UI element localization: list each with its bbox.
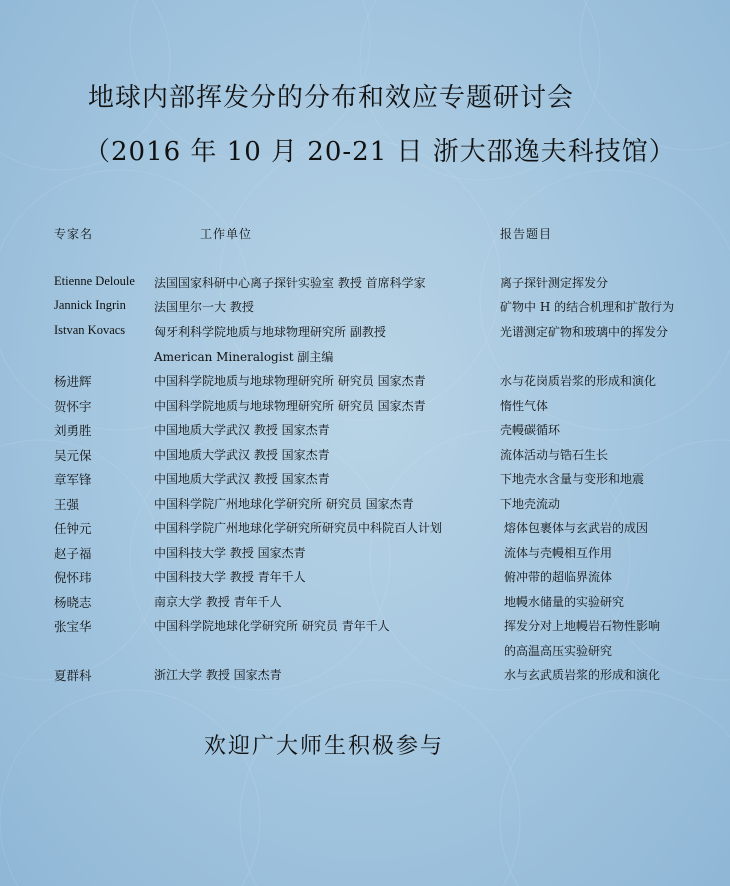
- speaker-name: 张宝华: [54, 620, 92, 634]
- speaker-topic: 地幔水储量的实验研究: [504, 595, 625, 609]
- speaker-row: [0, 617, 730, 639]
- speaker-topic: 俯冲带的超临界流体: [504, 570, 613, 584]
- speaker-unit: 中国地质大学武汉 教授 国家杰青: [154, 423, 330, 437]
- speaker-topic: 矿物中 H 的结合机理和扩散行为: [500, 300, 675, 314]
- speaker-unit: 中国科学院地质与地球物理研究所 研究员 国家杰青: [154, 399, 426, 413]
- speaker-row: [0, 544, 730, 566]
- speaker-topic: 下地壳水含量与变形和地震: [500, 472, 645, 486]
- speaker-name: 杨进辉: [54, 375, 92, 389]
- event-date-venue: （2016 年 10 月 20-21 日 浙大邵逸夫科技馆）: [84, 137, 676, 167]
- header-expert: 专家名: [54, 227, 94, 241]
- speaker-unit: American Mineralogist 副主编: [154, 350, 334, 364]
- speaker-row: [0, 446, 730, 468]
- header-unit: 工作单位: [200, 227, 253, 241]
- speaker-name: 贺怀宇: [54, 400, 92, 414]
- speaker-row: [0, 495, 730, 517]
- header-topic: 报告题目: [500, 227, 553, 241]
- speaker-row: [0, 274, 730, 296]
- speaker-row: [0, 519, 730, 541]
- welcome-footer: 欢迎广大师生积极参与: [204, 734, 445, 759]
- speaker-name: 章军锋: [54, 473, 92, 487]
- speaker-name: 吴元保: [54, 449, 92, 463]
- speaker-topic: 熔体包裹体与玄武岩的成因: [504, 521, 649, 535]
- speaker-row: [0, 470, 730, 492]
- speaker-row: [0, 348, 730, 370]
- speaker-name: 刘勇胜: [54, 424, 92, 438]
- speaker-topic: 离子探针测定挥发分: [500, 276, 609, 290]
- speaker-name: Etienne Deloule: [54, 274, 135, 288]
- speaker-row: [0, 421, 730, 443]
- speaker-row: [0, 372, 730, 394]
- speaker-row: [0, 642, 730, 664]
- speaker-topic: 水与花岗质岩浆的形成和演化: [500, 374, 657, 388]
- speaker-topic: 挥发分对上地幔岩石物性影响: [504, 619, 661, 633]
- speaker-unit: 匈牙利科学院地质与地球物理研究所 副教授: [154, 325, 386, 339]
- page-title: 地球内部挥发分的分布和效应专题研讨会: [88, 83, 575, 113]
- speaker-unit: 法国里尔一大 教授: [154, 300, 254, 314]
- speaker-row: [0, 397, 730, 419]
- speaker-unit: 中国科技大学 教授 青年千人: [154, 570, 306, 584]
- speaker-name: 倪怀玮: [54, 571, 92, 585]
- speaker-topic: 流体与壳幔相互作用: [504, 546, 613, 560]
- speaker-topic: 流体活动与锆石生长: [500, 448, 609, 462]
- speaker-unit: 中国科学院广州地球化学研究所 研究员 国家杰青: [154, 497, 414, 511]
- speaker-topic: 下地壳流动: [500, 497, 561, 511]
- speaker-unit: 中国科学院地质与地球物理研究所 研究员 国家杰青: [154, 374, 426, 388]
- speaker-row: [0, 298, 730, 320]
- speaker-topic: 水与玄武质岩浆的形成和演化: [504, 668, 661, 682]
- speaker-name: 杨晓志: [54, 596, 92, 610]
- speaker-name: 王强: [54, 498, 80, 512]
- speaker-name: Jannick Ingrin: [54, 298, 126, 312]
- speaker-name: Istvan Kovacs: [54, 323, 126, 337]
- speaker-unit: 中国地质大学武汉 教授 国家杰青: [154, 448, 330, 462]
- speaker-row: [0, 666, 730, 688]
- speaker-unit: 中国科学院地球化学研究所 研究员 青年千人: [154, 619, 390, 633]
- speaker-unit: 南京大学 教授 青年千人: [154, 595, 282, 609]
- speaker-name: 夏群科: [54, 669, 92, 683]
- speaker-row: [0, 593, 730, 615]
- speaker-unit: 中国地质大学武汉 教授 国家杰青: [154, 472, 330, 486]
- speaker-row: [0, 568, 730, 590]
- speaker-unit: 中国科技大学 教授 国家杰青: [154, 546, 306, 560]
- speaker-topic: 惰性气体: [500, 399, 549, 413]
- speaker-unit: 中国科学院广州地球化学研究所研究员中科院百人计划: [154, 521, 443, 535]
- speaker-row: [0, 323, 730, 345]
- speaker-topic: 壳幔碳循环: [500, 423, 561, 437]
- speaker-topic: 的高温高压实验研究: [504, 644, 613, 658]
- speaker-name: 赵子福: [54, 547, 92, 561]
- speaker-unit: 法国国家科研中心离子探针实验室 教授 首席科学家: [154, 276, 426, 290]
- speaker-unit: 浙江大学 教授 国家杰青: [154, 668, 282, 682]
- speaker-name: 任钟元: [54, 522, 92, 536]
- speaker-topic: 光谱测定矿物和玻璃中的挥发分: [500, 325, 669, 339]
